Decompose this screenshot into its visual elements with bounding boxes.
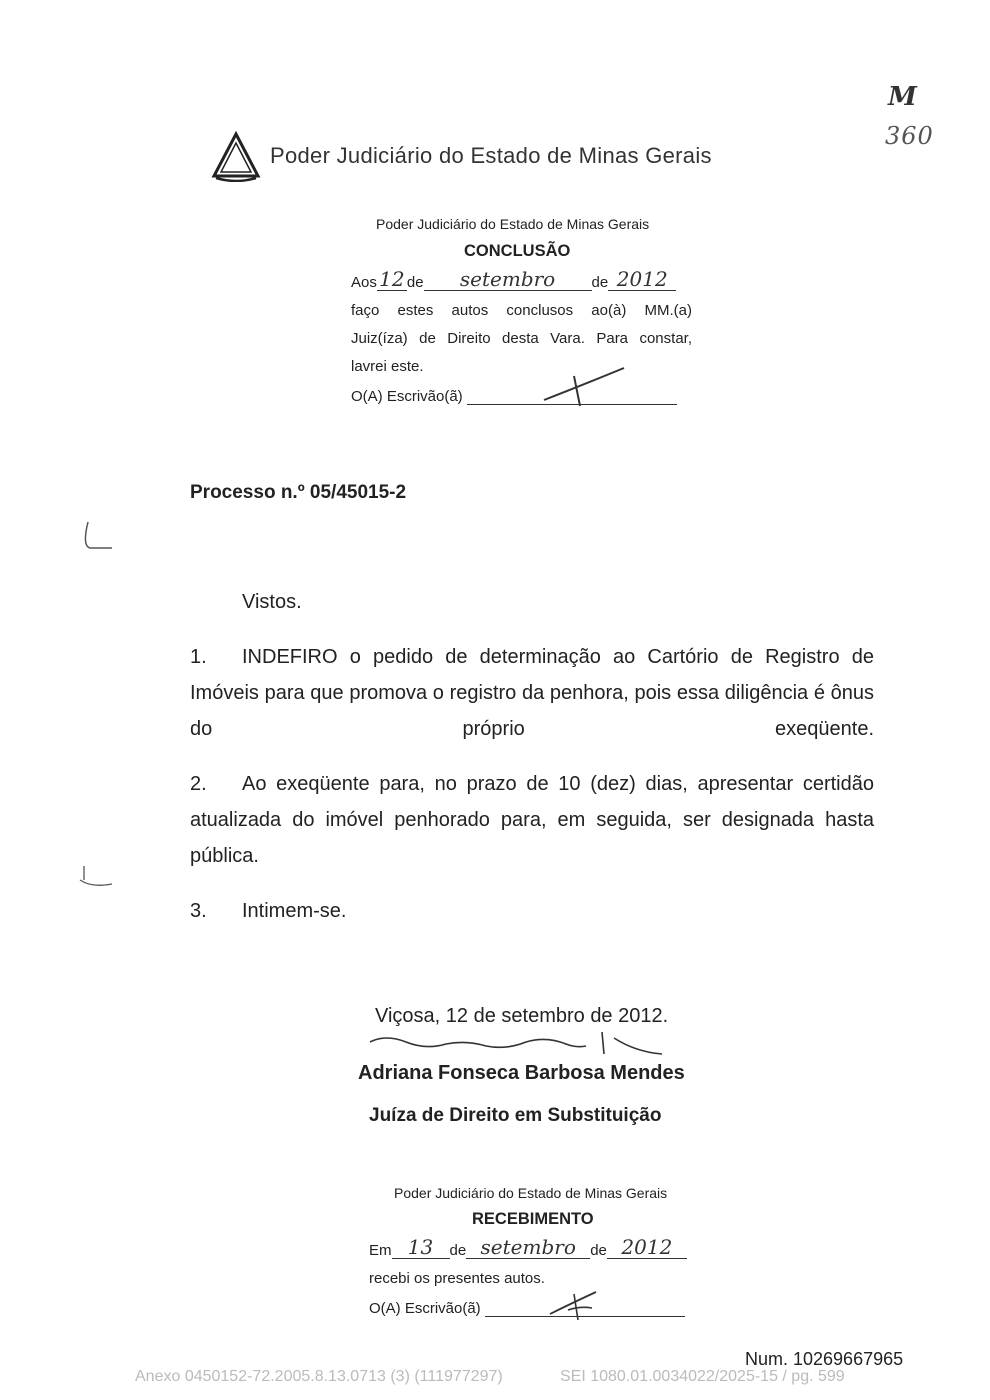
item-2	[190, 766, 874, 874]
item-2-paragraph	[190, 766, 874, 874]
month-field	[424, 267, 592, 291]
conclusao-org: Poder Judiciário do Estado de Minas Gerais	[376, 216, 650, 232]
rec-month-handwritten: setembro	[480, 1235, 576, 1259]
footer-sei: SEI 1080.01.0034022/2025-15 / pg. 599	[560, 1368, 845, 1385]
vistos-text: Vistos.	[242, 591, 302, 613]
year-handwritten: 2012	[616, 267, 668, 291]
conclusao-title: CONCLUSÃO	[464, 242, 571, 260]
folio-number: 360	[885, 122, 934, 150]
de-label-1: de	[406, 274, 424, 291]
header-title: Poder Judiciário do Estado de Minas Gerais	[270, 143, 712, 168]
day-handwritten: 12	[379, 267, 405, 291]
page-header	[210, 130, 712, 182]
processo-number: Processo n.º 05/45015-2	[190, 482, 407, 503]
rec-escrivao-signature-mark	[546, 1284, 606, 1324]
place-date: Viçosa, 12 de setembro de 2012.	[375, 1005, 669, 1027]
conclusao-date-row	[351, 267, 676, 291]
item-2-text: Ao exeqüente para, no prazo de 10 (dez) dias, apresentar certidão atualizada do imóvel penhorado para, em seguida, ser designada hasta pública.	[190, 773, 874, 867]
rec-day-handwritten: 13	[407, 1235, 434, 1259]
month-handwritten: setembro	[459, 267, 556, 291]
rec-month-field	[466, 1235, 590, 1259]
item-3	[190, 893, 874, 929]
rec-escrivao-label: O(A) Escrivão(ã)	[369, 1300, 481, 1317]
document-number: Num. 10269667965	[745, 1349, 904, 1369]
court-logo-icon	[210, 130, 262, 182]
conclusao-line-2: Juiz(íza) de Direito desta Vara. Para constar,	[351, 330, 692, 347]
recebimento-title: RECEBIMENTO	[472, 1210, 594, 1228]
year-field	[608, 267, 676, 291]
item-1-text: INDEFIRO o pedido de determinação ao Cartório de Registro de Imóveis para que promova o registro da penhora, pois essa diligência é ônus do próprio exeqüente.	[190, 646, 874, 740]
recebimento-line-1: recebi os presentes autos.	[369, 1270, 545, 1287]
judge-name: Adriana Fonseca Barbosa Mendes	[358, 1062, 685, 1084]
judge-role: Juíza de Direito em Substituição	[369, 1105, 662, 1126]
item-1-line-1	[190, 639, 874, 747]
corner-initial-mark: M	[888, 82, 917, 112]
de-label-2: de	[591, 274, 609, 291]
judge-signature-mark	[366, 1028, 666, 1064]
conclusao-line-3: lavrei este.	[351, 358, 424, 375]
recebimento-escrivao-row	[369, 1296, 685, 1317]
item-2-number: 2.	[190, 773, 207, 795]
rec-de-label-1: de	[449, 1242, 467, 1259]
item-1	[190, 639, 874, 747]
item-3-text: Intimem-se.	[242, 900, 347, 922]
em-label: Em	[369, 1242, 392, 1259]
rec-year-handwritten: 2012	[621, 1235, 673, 1259]
day-field	[377, 267, 407, 291]
escrivao-signature-mark	[540, 364, 630, 408]
recebimento-date-row	[369, 1235, 687, 1259]
margin-tick-mark	[78, 862, 118, 892]
item-3-number: 3.	[190, 900, 207, 922]
rec-year-field	[607, 1235, 687, 1259]
item-1-number: 1.	[190, 646, 207, 668]
conclusao-line-1: faço estes autos conclusos ao(à) MM.(a)	[351, 302, 692, 319]
margin-bracket-mark	[80, 518, 116, 552]
aos-label: Aos	[351, 274, 377, 291]
rec-de-label-2: de	[590, 1242, 607, 1259]
recebimento-org: Poder Judiciário do Estado de Minas Gerais	[394, 1185, 668, 1201]
rec-day-field	[392, 1235, 450, 1259]
escrivao-label: O(A) Escrivão(ã)	[351, 388, 463, 405]
footer-anexo: Anexo 0450152-72.2005.8.13.0713 (3) (111977297)	[135, 1368, 503, 1385]
